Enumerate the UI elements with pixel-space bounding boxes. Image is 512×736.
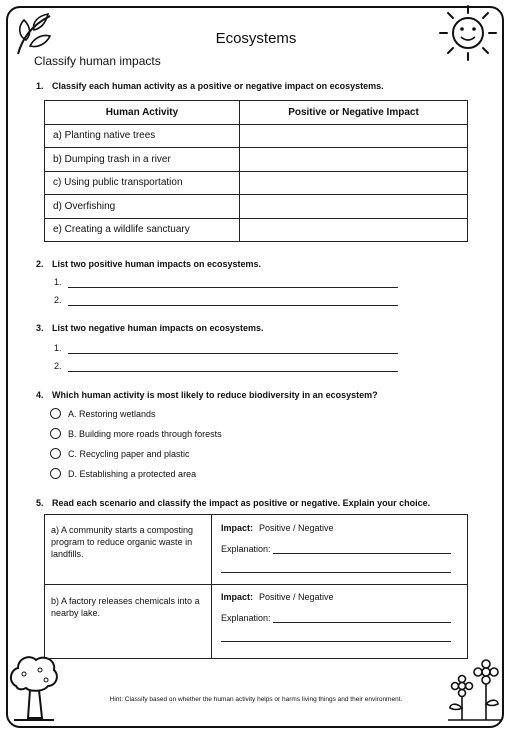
table-row [45, 124, 468, 148]
footer-hint: Hint: Classify based on whether the human activity helps or harms living things and their environment. [109, 696, 403, 703]
question-5-prompt: Read each scenario and classify the impact as positive or negative. Explain your choice. [52, 498, 431, 508]
activity-cell: b) Dumping trash in a river [45, 148, 240, 172]
question-number: 4. [36, 390, 44, 400]
answer-line-number: 1. [54, 343, 62, 353]
option-label: A. Restoring wetlands [68, 408, 156, 419]
activity-table [44, 100, 468, 242]
page-title: Ecosystems [215, 30, 297, 47]
question-2 [36, 259, 261, 269]
explanation-line[interactable] [221, 572, 451, 573]
explanation-line[interactable] [273, 553, 451, 554]
radio-circle-icon[interactable] [50, 468, 61, 479]
table-header-row [45, 101, 468, 125]
option-c[interactable] [50, 448, 190, 459]
option-label: B. Building more roads through forests [68, 428, 222, 439]
explanation-label: Explanation: [221, 544, 271, 554]
question-4-prompt: Which human activity is most likely to reduce biodiversity in an ecosystem? [52, 390, 378, 400]
table-row [45, 171, 468, 195]
option-a[interactable] [50, 408, 156, 419]
impact-answer-cell[interactable] [240, 124, 468, 148]
column-divider [211, 515, 212, 658]
answer-line[interactable] [68, 305, 398, 306]
answer-line-number: 2. [54, 295, 62, 305]
page-subtitle: Classify human impacts [34, 54, 161, 68]
question-1-prompt: Classify each human activity as a positive or negative impact on ecosystems. [52, 81, 384, 91]
scenario-b-text: b) A factory releases chemicals into a nearby lake. [51, 596, 200, 618]
impact-choice-b[interactable] [221, 592, 334, 602]
question-3-prompt: List two negative human impacts on ecosystems. [52, 323, 264, 333]
answer-line[interactable] [68, 353, 398, 354]
activity-cell: e) Creating a wildlife sanctuary [45, 218, 240, 242]
question-3 [36, 323, 264, 333]
table-row [45, 148, 468, 172]
option-label: C. Recycling paper and plastic [68, 448, 190, 459]
scenario-a-text: a) A community starts a composting program to reduce organic waste in landfills. [51, 525, 194, 559]
activity-cell: a) Planting native trees [45, 124, 240, 148]
activity-cell: d) Overfishing [45, 195, 240, 219]
flowers-icon [446, 656, 504, 724]
question-number: 2. [36, 259, 44, 269]
explanation-label: Explanation: [221, 613, 271, 623]
impact-options[interactable]: Positive / Negative [259, 592, 334, 602]
impact-label: Impact: [221, 592, 254, 602]
table-row [45, 195, 468, 219]
option-label: D. Establishing a protected area [68, 468, 197, 479]
question-2-prompt: List two positive human impacts on ecosystems. [52, 259, 262, 269]
radio-circle-icon[interactable] [50, 428, 61, 439]
explanation-line[interactable] [221, 641, 451, 642]
impact-answer-cell[interactable] [240, 195, 468, 219]
option-b[interactable] [50, 428, 222, 439]
answer-line-number: 2. [54, 361, 62, 371]
row-divider [45, 584, 467, 585]
tree-icon [8, 652, 60, 724]
question-5 [36, 498, 430, 508]
answer-line-number: 1. [54, 277, 62, 287]
question-number: 5. [36, 498, 44, 508]
table-row [45, 218, 468, 242]
impact-answer-cell[interactable] [240, 218, 468, 242]
column-header-activity: Human Activity [45, 101, 240, 125]
impact-answer-cell[interactable] [240, 171, 468, 195]
scenario-table [44, 514, 468, 659]
radio-circle-icon[interactable] [50, 408, 61, 419]
answer-line[interactable] [68, 371, 398, 372]
radio-circle-icon[interactable] [50, 448, 61, 459]
impact-options[interactable]: Positive / Negative [259, 523, 334, 533]
explanation-line[interactable] [273, 622, 451, 623]
column-header-impact: Positive or Negative Impact [240, 101, 468, 125]
impact-label: Impact: [221, 523, 254, 533]
answer-line[interactable] [68, 287, 398, 288]
question-1 [36, 81, 384, 91]
question-number: 1. [36, 81, 44, 91]
question-4 [36, 390, 378, 400]
impact-choice-a[interactable] [221, 523, 334, 533]
impact-answer-cell[interactable] [240, 148, 468, 172]
option-d[interactable] [50, 468, 196, 479]
question-number: 3. [36, 323, 44, 333]
activity-cell: c) Using public transportation [45, 171, 240, 195]
